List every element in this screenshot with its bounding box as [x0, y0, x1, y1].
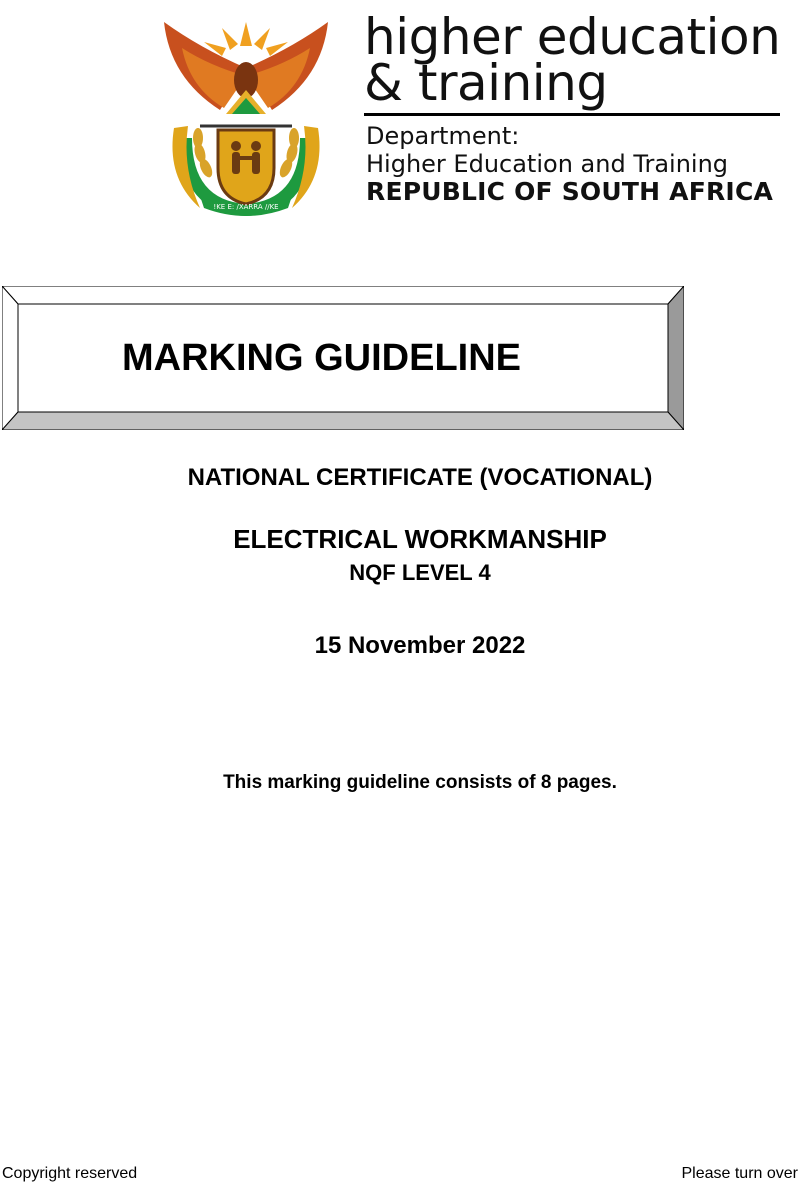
document-title — [18, 304, 666, 412]
exam-date: 15 November 2022 — [314, 632, 526, 659]
page-count-note: This marking guideline consists of 8 pages. — [223, 772, 617, 793]
brand-divider — [364, 113, 780, 116]
country-name: REPUBLIC OF SOUTH AFRICA — [366, 177, 774, 206]
nqf-level: NQF LEVEL 4 — [349, 560, 491, 585]
coat-of-arms-icon — [160, 18, 332, 218]
coat-of-arms-logo — [160, 18, 332, 218]
document-title-text: MARKING GUIDELINE — [122, 336, 521, 379]
department-name: Higher Education and Training — [366, 150, 729, 178]
footer-copyright: Copyright reserved — [2, 1165, 138, 1182]
department-label: Department: — [366, 122, 520, 150]
brand-name-line2: & training — [364, 54, 608, 112]
brand-name-line1: higher education — [364, 8, 781, 66]
footer-turn-over: Please turn over — [681, 1165, 798, 1182]
qualification: NATIONAL CERTIFICATE (VOCATIONAL) — [187, 464, 653, 491]
motto-text: !KE E: /XARRA //KE — [213, 203, 279, 211]
subject-title: ELECTRICAL WORKMANSHIP — [233, 524, 607, 554]
